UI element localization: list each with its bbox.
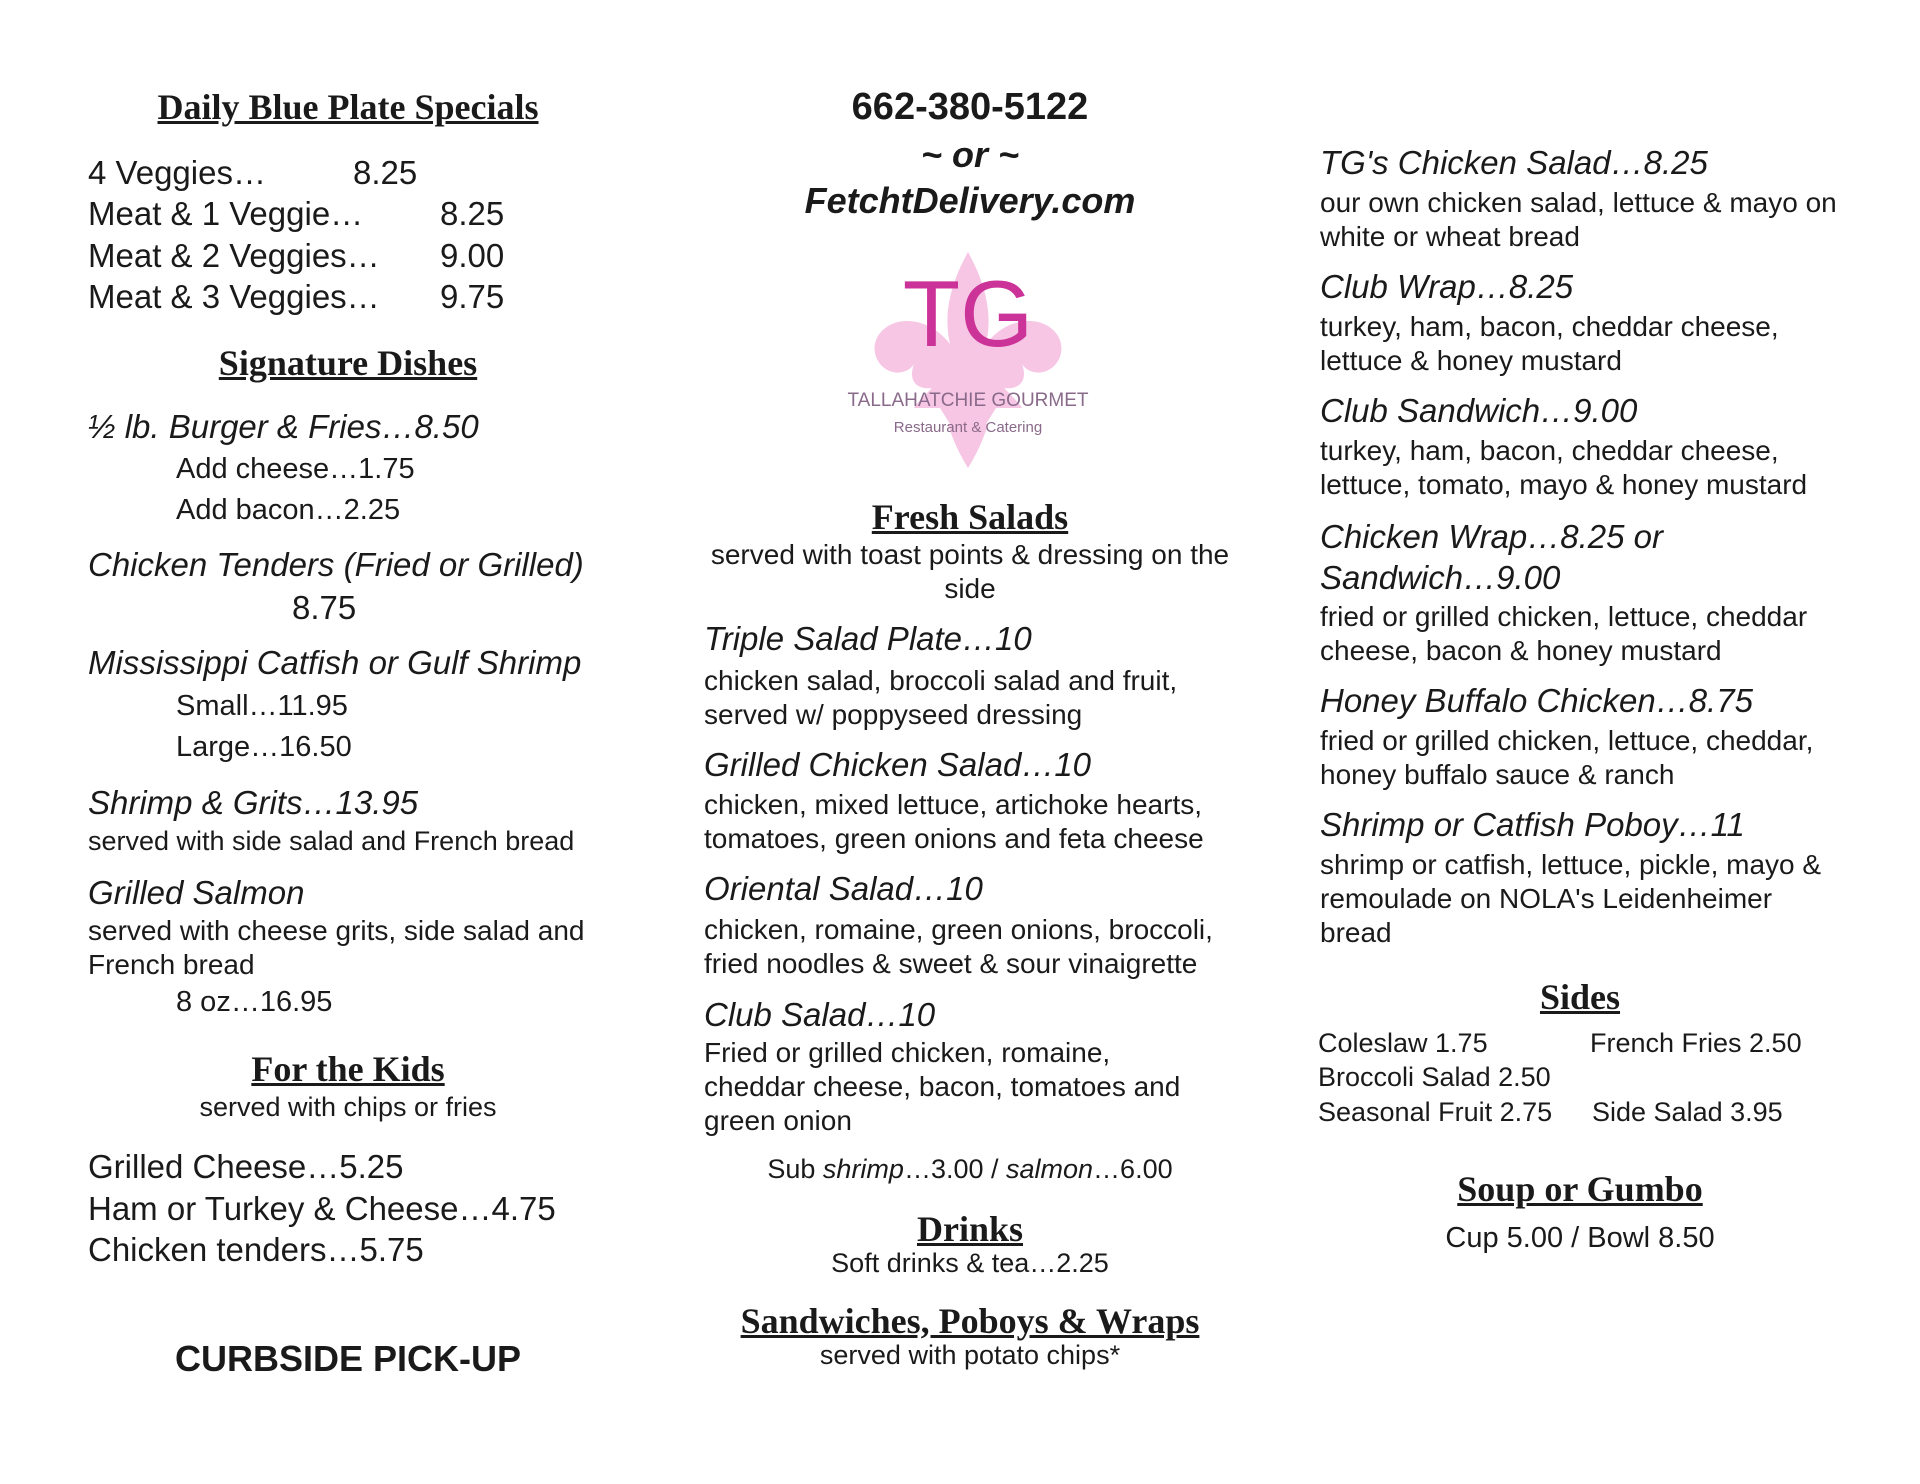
soup-heading: Soup or Gumbo xyxy=(1457,1169,1703,1209)
add-cheese: Add cheese…1.75 xyxy=(176,453,415,485)
add-bacon: Add bacon…2.25 xyxy=(176,494,401,526)
salmon-item: Grilled Salmon xyxy=(88,874,305,911)
drinks-item: Soft drinks & tea…2.25 xyxy=(831,1248,1109,1278)
special-price: 9.75 xyxy=(440,278,505,315)
chicken-wrap-desc: fried or grilled chicken, lettuce, cheddar cheese, bacon & honey mustard xyxy=(1320,601,1808,666)
kids-item: Ham or Turkey & Cheese…4.75 xyxy=(88,1190,556,1227)
salads-heading: Fresh Salads xyxy=(871,497,1069,537)
sub-salmon: salmon xyxy=(1006,1154,1094,1184)
daily-specials-heading: Daily Blue Plate Specials xyxy=(157,87,539,127)
soup-prices: Cup 5.00 / Bowl 8.50 xyxy=(1445,1222,1715,1254)
club-wrap-item: Club Wrap…8.25 xyxy=(1320,268,1574,305)
poboy-desc: shrimp or catfish, lettuce, pickle, mayo & remoulade on NOLA's Leidenheimer bread xyxy=(1320,849,1822,948)
salmon-desc: served with cheese grits, side salad and French bread xyxy=(88,915,585,980)
special-name: Meat & 2 Veggies… xyxy=(88,237,380,274)
side-coleslaw: Coleslaw 1.75 xyxy=(1318,1028,1488,1058)
special-name: Meat & 3 Veggies… xyxy=(88,278,380,315)
triple-salad-item: Triple Salad Plate…10 xyxy=(704,620,1032,657)
sub-shrimp: shrimp xyxy=(822,1154,904,1184)
sub-mid: …3.00 / xyxy=(903,1154,1006,1184)
shrimp-grits-desc: served with side salad and French bread xyxy=(88,826,575,856)
side-fries: French Fries 2.50 xyxy=(1590,1028,1802,1058)
oriental-salad-desc: chicken, romaine, green onions, broccoli, fried noodles & sweet & sour vinaigrette xyxy=(704,914,1213,979)
special-row xyxy=(88,195,505,233)
triple-salad-desc: chicken salad, broccoli salad and fruit, served w/ poppyseed dressing xyxy=(704,665,1178,730)
kids-item: Chicken tenders…5.75 xyxy=(88,1231,424,1268)
or-separator: ~ or ~ xyxy=(920,134,1020,175)
catfish-small: Small…11.95 xyxy=(176,690,348,722)
signature-heading: Signature Dishes xyxy=(218,343,478,383)
grilled-salad-desc: chicken, mixed lettuce, artichoke hearts, tomatoes, green onions and feta cheese xyxy=(704,789,1204,854)
special-price: 9.00 xyxy=(440,237,505,274)
honey-buffalo-desc: fried or grilled chicken, lettuce, cheddar, honey buffalo sauce & ranch xyxy=(1320,725,1814,790)
logo-tagline: Restaurant & Catering xyxy=(893,419,1043,436)
tg-chicken-salad-desc: our own chicken salad, lettuce & mayo on white or wheat bread xyxy=(1320,187,1837,252)
catfish-item: Mississippi Catfish or Gulf Shrimp xyxy=(88,644,582,681)
fleur-de-lis-logo xyxy=(836,248,1100,472)
special-row xyxy=(88,237,505,275)
kids-subtitle: served with chips or fries xyxy=(199,1092,497,1122)
grilled-salad-item: Grilled Chicken Salad…10 xyxy=(704,746,1092,783)
phone-number: 662-380-5122 xyxy=(851,86,1089,128)
special-price: 8.25 xyxy=(353,154,418,191)
kids-heading: For the Kids xyxy=(251,1049,445,1089)
sandwiches-heading: Sandwiches, Poboys & Wraps xyxy=(740,1301,1200,1341)
side-salad: Side Salad 3.95 xyxy=(1592,1097,1783,1127)
sub-protein-note xyxy=(700,1154,1240,1185)
side-fruit: Seasonal Fruit 2.75 xyxy=(1318,1097,1553,1127)
shrimp-grits-item: Shrimp & Grits…13.95 xyxy=(88,784,419,821)
club-salad-desc: Fried or grilled chicken, romaine, cheddar cheese, bacon, tomatoes and green onion xyxy=(704,1037,1181,1136)
oriental-salad-item: Oriental Salad…10 xyxy=(704,870,983,907)
kids-item: Grilled Cheese…5.25 xyxy=(88,1148,404,1185)
special-row xyxy=(88,154,418,192)
catfish-large: Large…16.50 xyxy=(176,731,352,763)
club-wrap-desc: turkey, ham, bacon, cheddar cheese, lettuce & honey mustard xyxy=(1320,311,1779,376)
delivery-website[interactable]: FetchtDelivery.com xyxy=(804,180,1136,221)
drinks-heading: Drinks xyxy=(916,1209,1024,1249)
side-broccoli: Broccoli Salad 2.50 xyxy=(1318,1062,1551,1092)
salads-subtitle: served with toast points & dressing on the side xyxy=(710,539,1230,604)
chicken-wrap-item: Chicken Wrap…8.25 or Sandwich…9.00 xyxy=(1320,518,1663,596)
club-salad-item: Club Salad…10 xyxy=(704,996,936,1033)
honey-buffalo-item: Honey Buffalo Chicken…8.75 xyxy=(1320,682,1753,719)
tenders-item: Chicken Tenders (Fried or Grilled) xyxy=(88,546,584,583)
sub-end: …6.00 xyxy=(1093,1154,1173,1184)
sandwiches-subtitle: served with potato chips* xyxy=(819,1340,1121,1370)
poboy-item: Shrimp or Catfish Poboy…11 xyxy=(1320,806,1745,843)
salmon-price: 8 oz…16.95 xyxy=(176,986,333,1018)
tg-chicken-salad-item: TG's Chicken Salad…8.25 xyxy=(1320,144,1708,181)
tenders-price: 8.75 xyxy=(292,589,357,626)
special-name: 4 Veggies… xyxy=(88,154,266,191)
curbside-pickup: CURBSIDE PICK-UP xyxy=(174,1338,522,1379)
logo-monogram: TG xyxy=(902,261,1034,366)
special-name: Meat & 1 Veggie… xyxy=(88,195,364,232)
sides-heading: Sides xyxy=(1539,977,1621,1017)
logo-name: TALLAHATCHIE GOURMET xyxy=(847,390,1089,411)
special-price: 8.25 xyxy=(440,195,505,232)
club-sandwich-desc: turkey, ham, bacon, cheddar cheese, lettuce, tomato, mayo & honey mustard xyxy=(1320,435,1808,500)
sub-prefix: Sub xyxy=(767,1154,823,1184)
burger-item: ½ lb. Burger & Fries…8.50 xyxy=(88,408,479,445)
club-sandwich-item: Club Sandwich…9.00 xyxy=(1320,392,1638,429)
fleur-de-lis-icon xyxy=(836,248,1100,472)
special-row xyxy=(88,278,505,316)
